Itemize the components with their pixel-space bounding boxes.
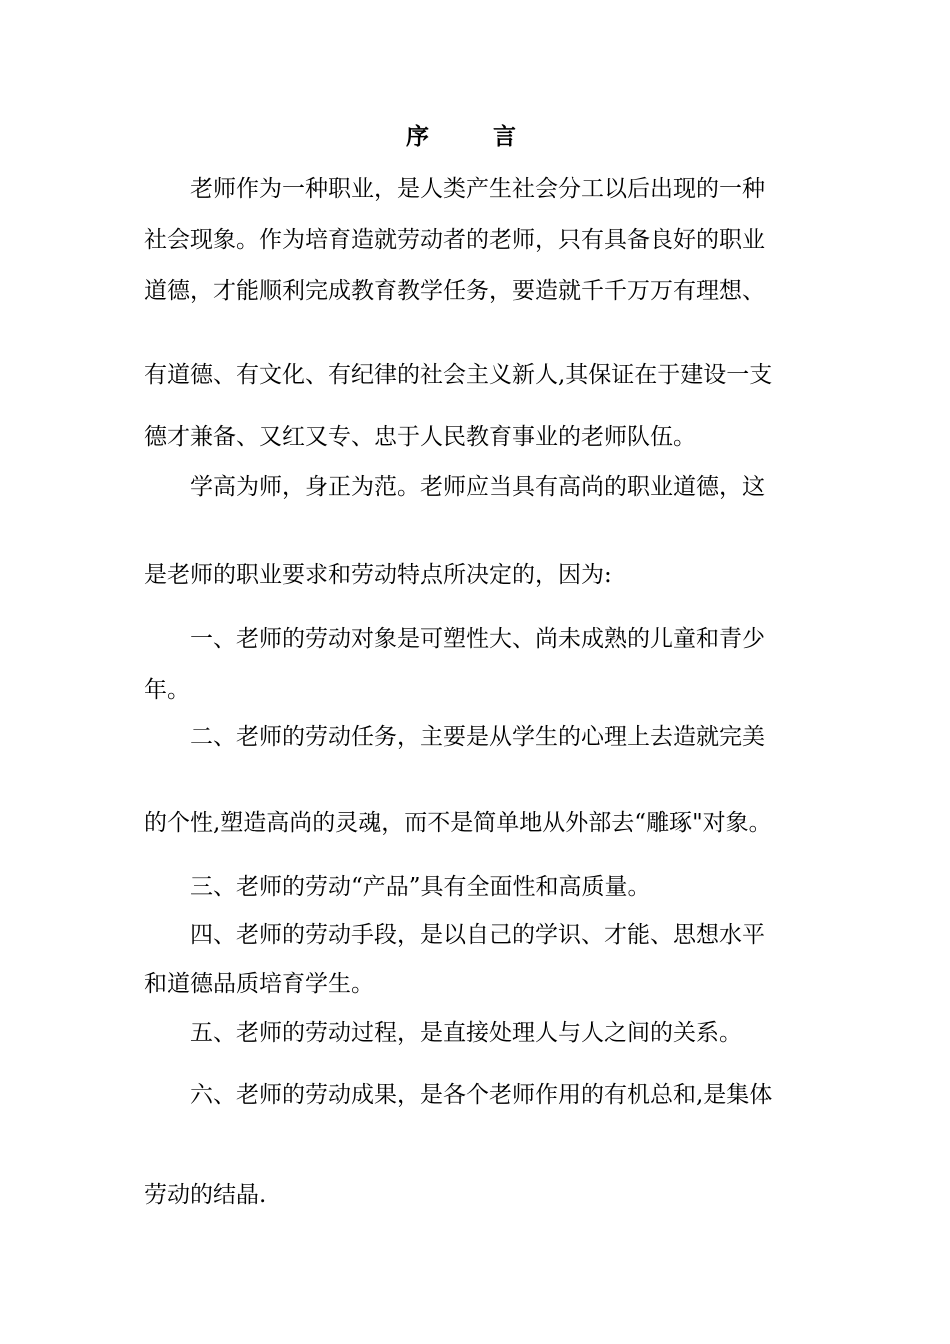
paragraph-line: 二、老师的劳动任务，主要是从学生的心理上去造就完美 bbox=[190, 724, 765, 750]
paragraph-line: 的个性,塑造高尚的灵魂，而不是简单地从外部去“雕琢"对象。 bbox=[144, 810, 772, 836]
paragraph-line: 老师作为一种职业，是人类产生社会分工以后出现的一种 bbox=[190, 176, 765, 202]
paragraph-line: 六、老师的劳动成果，是各个老师作用的有机总和,是集体 bbox=[190, 1082, 773, 1108]
paragraph-line: 劳动的结晶. bbox=[144, 1182, 267, 1208]
paragraph-line: 年。 bbox=[144, 677, 190, 703]
paragraph-line: 学高为师，身正为范。老师应当具有高尚的职业道德，这 bbox=[190, 474, 765, 500]
paragraph-line: 五、老师的劳动过程，是直接处理人与人之间的关系。 bbox=[190, 1020, 742, 1046]
paragraph-line: 社会现象。作为培育造就劳动者的老师，只有具备良好的职业 bbox=[144, 227, 765, 253]
paragraph-line: 是老师的职业要求和劳动特点所决定的，因为: bbox=[144, 562, 612, 588]
page-title: 序 言 bbox=[405, 123, 544, 150]
paragraph-line: 四、老师的劳动手段，是以自己的学识、才能、思想水平 bbox=[190, 922, 765, 948]
paragraph-line: 德才兼备、又红又专、忠于人民教育事业的老师队伍。 bbox=[144, 424, 696, 450]
paragraph-line: 一、老师的劳动对象是可塑性大、尚未成熟的儿童和青少 bbox=[190, 626, 765, 652]
paragraph-line: 道德，才能顺利完成教育教学任务，要造就千千万万有理想、 bbox=[144, 278, 765, 304]
paragraph-line: 三、老师的劳动“产品”具有全面性和高质量。 bbox=[190, 874, 651, 900]
paragraph-line: 和道德品质培育学生。 bbox=[144, 971, 374, 997]
paragraph-line: 有道德、有文化、有纪律的社会主义新人,其保证在于建设一支 bbox=[144, 362, 773, 388]
